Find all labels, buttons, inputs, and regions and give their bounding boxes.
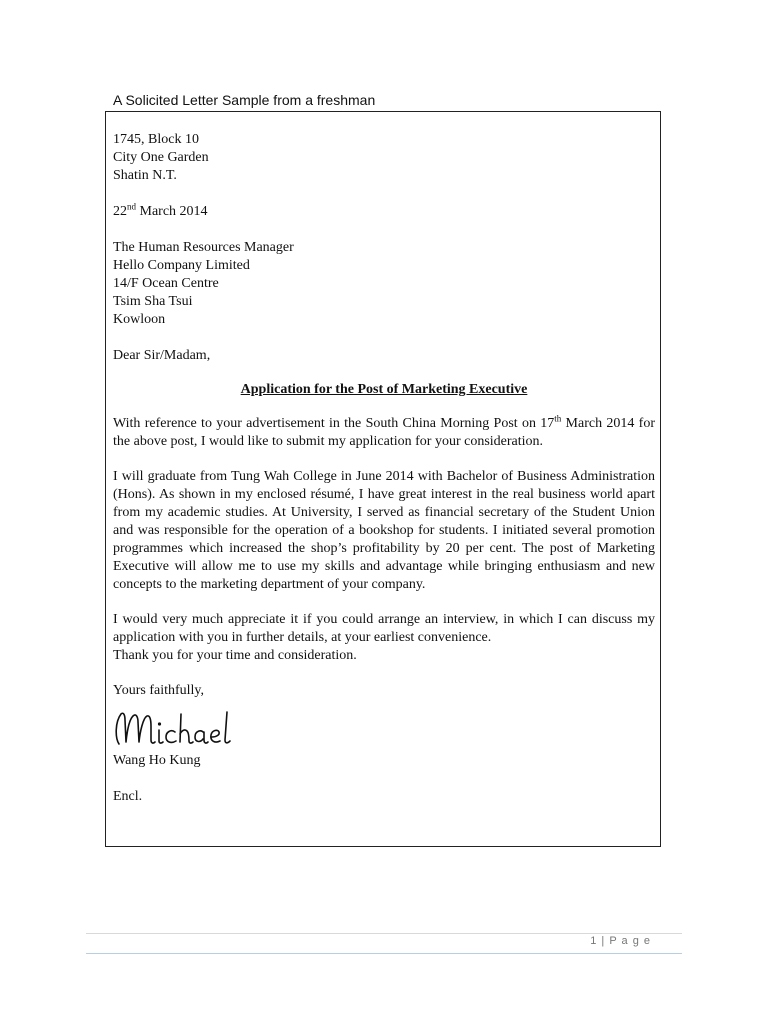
paragraph-interview: I would very much appreciate it if you could arrange an interview, in which I can discuss my application with you in further details, at your earliest convenience. xyxy=(113,612,655,645)
paragraph-reference-sup: th xyxy=(554,413,562,424)
sender-name: Wang Ho Kung xyxy=(113,753,201,768)
recipient-line: 14/F Ocean Centre xyxy=(113,276,219,291)
paragraph-background: I will graduate from Tung Wah College in June 2014 with Bachelor of Business Administration (Hons). As shown in my enclosed résumé, I have great interest in the real business world apart from my academic studies. At University, I served as financial secretary of the Student Union and was responsible for the operation of a bookshop for students. I initiated several promotion programmes which increased the shop’s profitability by 20 per cent. The post of Marketing Executive will allow me to use my skills and advantage while bringing enthusiasm and new concepts to the marketing department of your company. xyxy=(113,469,655,592)
recipient-line: The Human Resources Manager xyxy=(113,240,294,255)
signature-image xyxy=(113,708,243,752)
footer-divider xyxy=(86,933,682,934)
letter-date xyxy=(113,203,655,221)
recipient-line: Hello Company Limited xyxy=(113,258,250,273)
sender-address-line: 1745, Block 10 xyxy=(113,132,199,147)
paragraph-reference-end: March 2014 for the above post, I would like to submit my application for your consideration. xyxy=(113,416,655,449)
date-month-year: March 2014 xyxy=(136,204,208,219)
enclosure-note: Encl. xyxy=(113,789,143,804)
closing: Yours faithfully, xyxy=(113,683,205,698)
recipient-address xyxy=(113,239,655,329)
page-number: 1 | P a g e xyxy=(590,935,651,947)
salutation: Dear Sir/Madam, xyxy=(113,348,211,363)
date-day: 22 xyxy=(113,204,127,219)
sender-address xyxy=(113,131,655,185)
recipient-line: Tsim Sha Tsui xyxy=(113,294,193,309)
sender-address-line: City One Garden xyxy=(113,150,209,165)
handwritten-signature xyxy=(113,700,655,752)
sender-address-line: Shatin N.T. xyxy=(113,168,177,183)
recipient-line: Kowloon xyxy=(113,312,166,327)
paragraph-thanks: Thank you for your time and consideration. xyxy=(113,648,357,663)
letter-subject: Application for the Post of Marketing Executive xyxy=(240,382,528,397)
footer-rule xyxy=(86,953,682,954)
paragraph-reference-start: With reference to your advertisement in the South China Morning Post on 17 xyxy=(113,416,555,431)
letter-frame xyxy=(105,111,661,847)
paragraph-reference xyxy=(113,415,655,451)
document-title: A Solicited Letter Sample from a freshman xyxy=(113,92,376,108)
letter-body xyxy=(113,131,655,806)
date-suffix: nd xyxy=(127,201,136,212)
